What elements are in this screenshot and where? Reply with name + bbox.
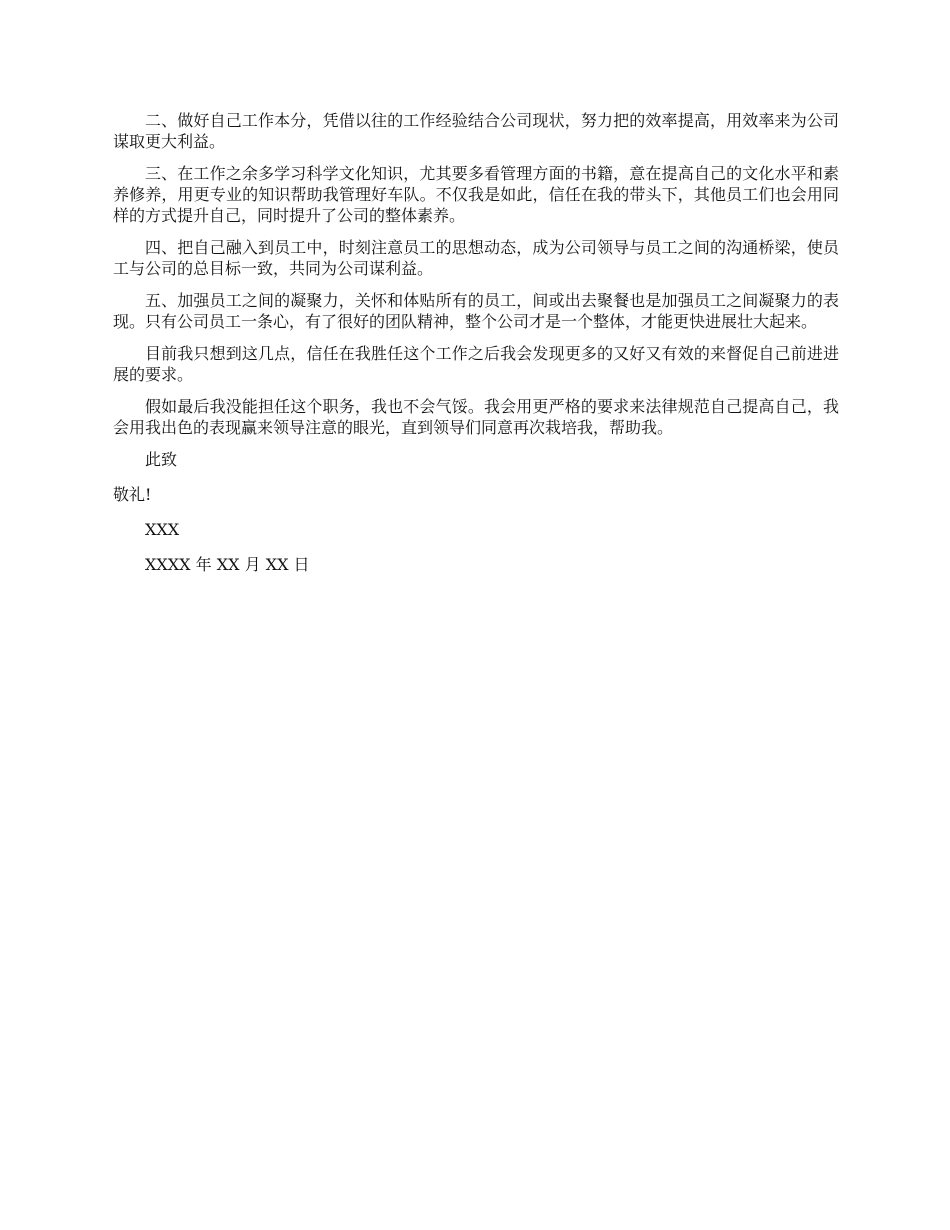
letter-body bbox=[113, 110, 839, 589]
signature-date: XXXX 年 XX 月 XX 日 bbox=[145, 555, 310, 574]
paragraph-3: 三、在工作之余多学习科学文化知识，尤其要多看管理方面的书籍，意在提高自己的文化水平和素养修养，用更专业的知识帮助我管理好车队。不仅我是如此，信任在我的带头下，其他员工们也会用同样的方式提升自己，同时提升了公司的整体素养。 bbox=[113, 164, 839, 225]
paragraph-summary: 目前我只想到这几点，信任在我胜任这个工作之后我会发现更多的又好又有效的来督促自己前进进展的要求。 bbox=[113, 344, 839, 384]
paragraph-4: 四、把自己融入到员工中，时刻注意员工的思想动态，成为公司领导与员工之间的沟通桥梁，使员工与公司的总目标一致，共同为公司谋利益。 bbox=[113, 238, 839, 278]
signature-name: XXX bbox=[145, 520, 180, 539]
paragraph-5: 五、加强员工之间的凝聚力，关怀和体贴所有的员工，间或出去聚餐也是加强员工之间凝聚力的表现。只有公司员工一条心，有了很好的团队精神，整个公司才是一个整体，才能更快进展壮大起来。 bbox=[113, 291, 839, 331]
paragraph-2: 二、做好自己工作本分，凭借以往的工作经验结合公司现状，努力把的效率提高，用效率来为公司谋取更大利益。 bbox=[113, 111, 839, 151]
closing-text: 此致 bbox=[145, 450, 178, 469]
paragraph-conclusion: 假如最后我没能担任这个职务，我也不会气馁。我会用更严格的要求来法律规范自己提高自己，我会用我出色的表现赢来领导注意的眼光，直到领导们同意再次栽培我，帮助我。 bbox=[113, 397, 839, 437]
salutation-text: 敬礼! bbox=[113, 485, 152, 504]
